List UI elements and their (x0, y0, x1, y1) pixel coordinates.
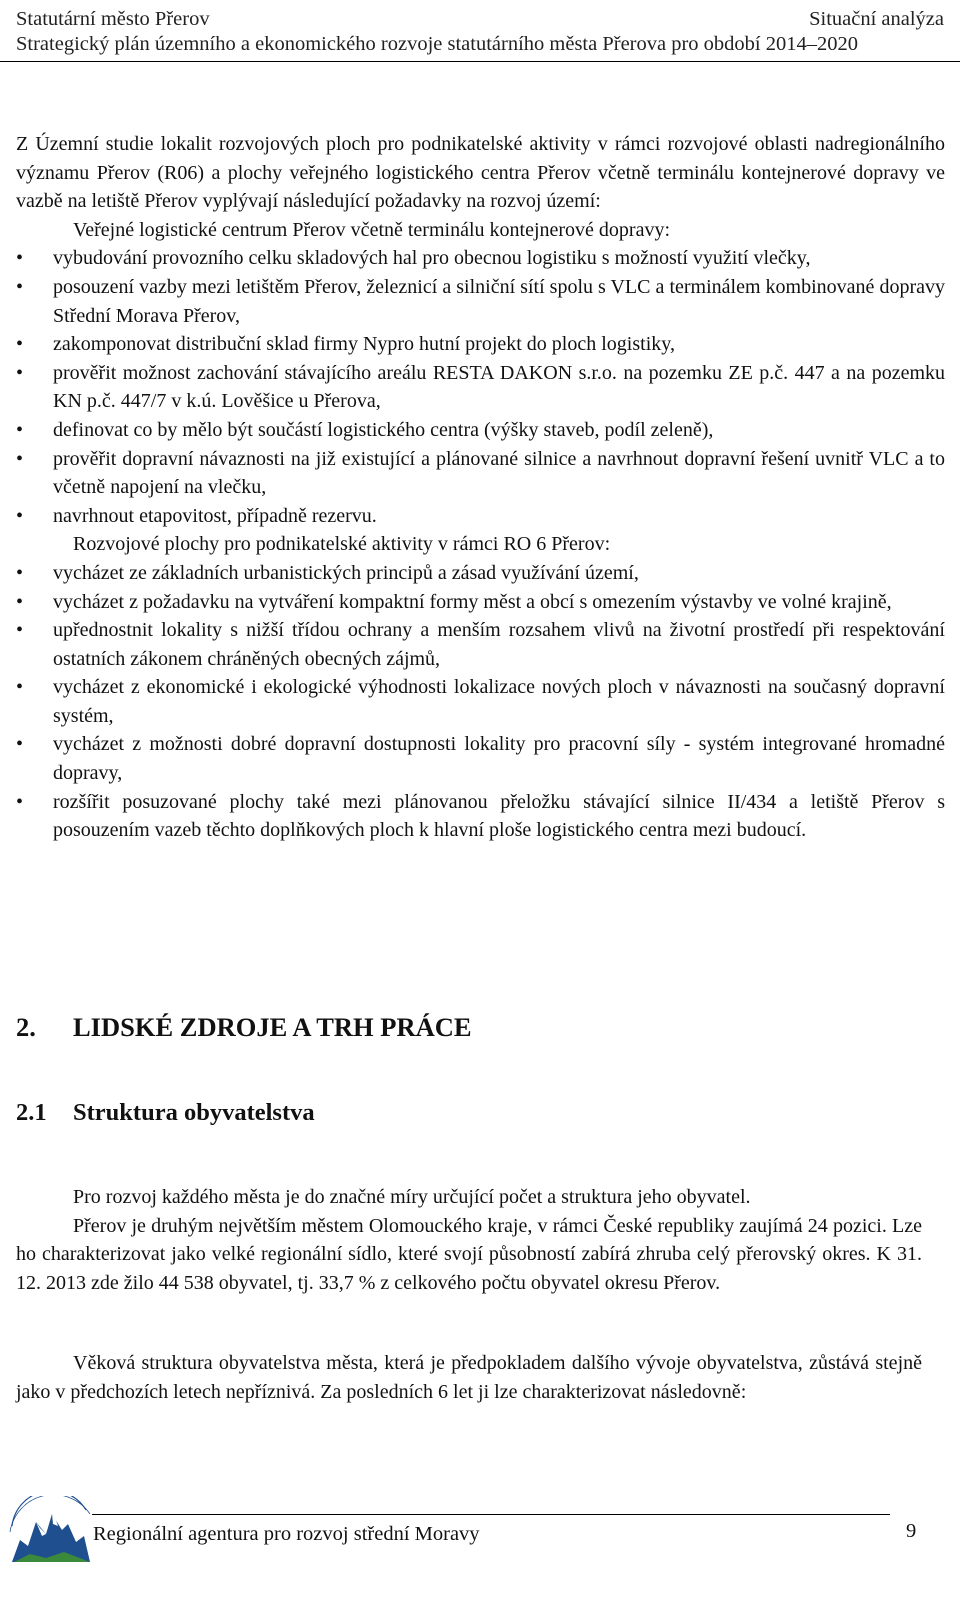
list-item: • vycházet z ekonomické i ekologické výhodnosti lokalizace nových ploch v návaznosti na současný dopravní systém, (16, 673, 945, 730)
bullet-icon: • (16, 275, 24, 298)
subsection-number: 2.1 (16, 1099, 47, 1126)
list-item: • prověřit možnost zachování stávajícího areálu RESTA DAKON s.r.o. na pozemku ZE p.č. 447 a na pozemku KN p.č. 447/7 v k.ú. Lověšice u Přerova, (16, 359, 945, 416)
bullet-icon: • (16, 790, 24, 813)
list-item: • vybudování provozního celku skladových hal pro obecnou logistiku s možností využití vlečky, (16, 244, 945, 273)
footer-agency-name: Regionální agentura pro rozvoj střední Moravy (93, 1523, 480, 1545)
bullet-icon: • (16, 590, 24, 613)
section-title: LIDSKÉ ZDROJE A TRH PRÁCE (73, 1012, 472, 1042)
header-document-title: Strategický plán územního a ekonomického rozvoje statutárního města Přerova pro období 2014–2020 (16, 33, 859, 55)
age-structure-text (16, 1349, 922, 1406)
agency-logo-icon (6, 1496, 94, 1564)
subsection-heading (16, 1097, 315, 1129)
page-number: 9 (906, 1520, 917, 1542)
list-item: • zakomponovat distribuční sklad firmy Nypro hutní projekt do ploch logistiky, (16, 330, 945, 359)
subheading-logistics-centre: Veřejné logistické centrum Přerov včetně terminálu kontejnerové dopravy: (73, 218, 671, 241)
footer-rule (92, 1514, 890, 1515)
page-footer (0, 1490, 960, 1606)
main-content (16, 130, 945, 845)
bullet-icon: • (16, 619, 24, 642)
bullet-icon: • (16, 733, 24, 756)
header-city: Statutární město Přerov (16, 8, 210, 30)
header-row-1 (16, 7, 944, 31)
section-number: 2. (16, 1012, 36, 1042)
bullet-icon: • (16, 418, 24, 441)
list-item: • definovat co by mělo být součástí logistického centra (výšky staveb, podíl zeleně), (16, 416, 945, 445)
requirements-list-1 (16, 244, 945, 530)
subheading-development-areas: Rozvojové plochy pro podnikatelské aktivity v rámci RO 6 Přerov: (73, 533, 611, 556)
list-item: • rozšířit posuzované plochy také mezi plánovanou přeložku stávající silnice II/434 a letiště Přerov s posouzením vazeb těchto doplňkových ploch k hlavní ploše logistického centra mezi budoucí. (16, 788, 945, 845)
bullet-icon: • (16, 247, 24, 270)
population-text (16, 1183, 922, 1297)
subsection-title: Struktura obyvatelstva (73, 1099, 315, 1126)
intro-paragraph: Z Územní studie lokalit rozvojových ploch pro podnikatelské aktivity v rámci rozvojové oblasti nadregionálního významu Přerov (R06) a plochy veřejného logistického centra Přerov včetně terminálu kontejnerové dopravy ve vazbě na letiště Přerov vyplývají následující požadavky na rozvoj území: (16, 133, 945, 213)
bullet-icon: • (16, 333, 24, 356)
bullet-icon: • (16, 447, 24, 470)
page-header (0, 0, 960, 62)
header-section-title: Situační analýza (809, 8, 944, 30)
list-item: • vycházet z možnosti dobré dopravní dostupnosti lokality pro pracovní síly - systém integrované hromadné dopravy, (16, 730, 945, 787)
bullet-icon: • (16, 504, 24, 527)
bullet-icon: • (16, 561, 24, 584)
bullet-icon: • (16, 361, 24, 384)
paragraph: Pro rozvoj každého města je do značné míry určující počet a struktura jeho obyvatel. (73, 1186, 751, 1208)
requirements-list-2 (16, 559, 945, 845)
list-item: • upřednostnit lokality s nižší třídou ochrany a menším rozsahem vlivů na životní prostředí při respektování ostatních zákonem chráněných obecných zájmů, (16, 616, 945, 673)
list-item: • navrhnout etapovitost, případně rezervu. (16, 502, 945, 531)
list-item: • vycházet ze základních urbanistických principů a zásad využívání území, (16, 559, 945, 588)
section-heading (16, 1010, 472, 1044)
list-item: • vycházet z požadavku na vytváření kompaktní formy měst a obcí s omezením výstavby ve volné krajině, (16, 588, 945, 617)
bullet-icon: • (16, 676, 24, 699)
paragraph: Věková struktura obyvatelstva města, která je předpokladem dalšího vývoje obyvatelstva, zůstává stejně jako v předchozích letech nepříznivá. Za posledních 6 let ji lze charakterizovat následovně: (16, 1352, 922, 1403)
list-item: • prověřit dopravní návaznosti na již existující a plánované silnice a navrhnout dopravní řešení uvnitř VLC a to včetně napojení na vlečku, (16, 445, 945, 502)
list-item: • posouzení vazby mezi letištěm Přerov, železnicí a silniční sítí spolu s VLC a terminálem kombinované dopravy Střední Morava Přerov, (16, 273, 945, 330)
paragraph: Přerov je druhým největším městem Olomouckého kraje, v rámci České republiky zaujímá 24 pozici. Lze ho charakterizovat jako velké regionální sídlo, které svojí působností zabírá zhruba celý přerovský okres. K 31. 12. 2013 zde žilo 44 538 obyvatel, tj. 33,7 % z celkového počtu obyvatel okresu Přerov. (16, 1214, 922, 1294)
